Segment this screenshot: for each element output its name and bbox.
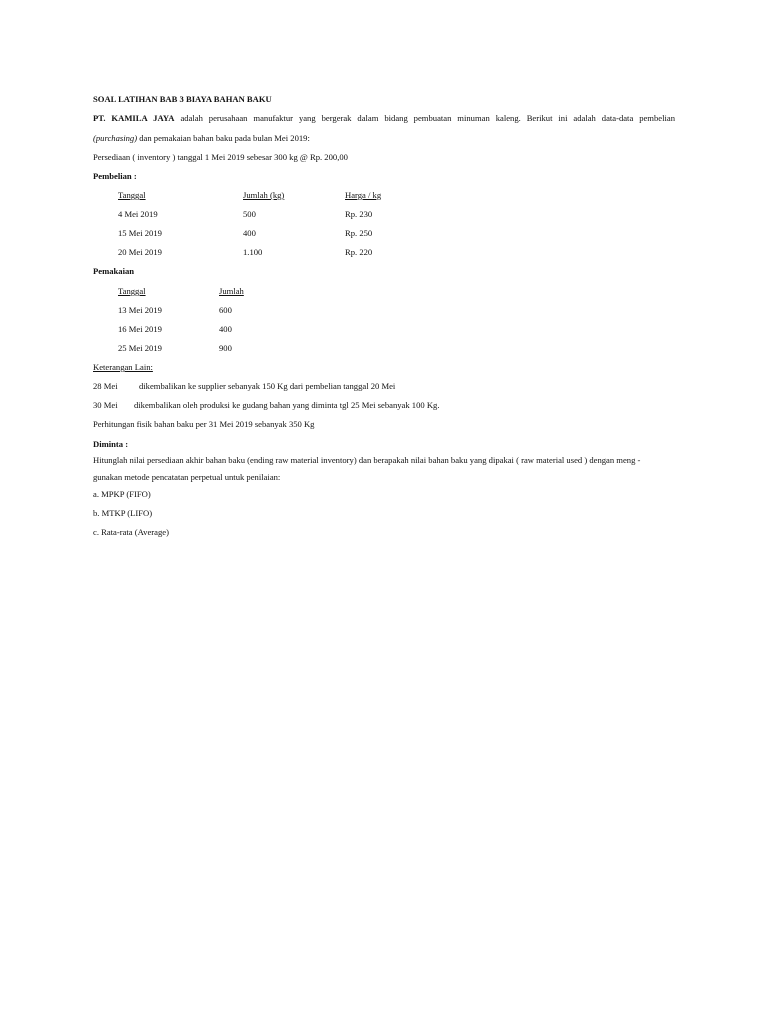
pemakaian-header-tanggal: Tanggal (118, 286, 146, 296)
keterangan-item-1-text: dikembalikan ke supplier sebanyak 150 Kg dari pembelian tanggal 20 Mei (139, 381, 396, 391)
company-name: PT. KAMILA JAYA (93, 113, 175, 123)
inventory-line: Persediaan ( inventory ) tanggal 1 Mei 2019 sebesar 300 kg @ Rp. 200,00 (93, 152, 348, 162)
keterangan-item-1-date: 28 Mei (93, 381, 118, 391)
document-title: SOAL LATIHAN BAB 3 BIAYA BAHAN BAKU (93, 94, 272, 104)
pembelian-row-2-qty: 400 (243, 228, 256, 238)
intro-italic-term: (purchasing) (93, 133, 138, 143)
intro-text-line2: dan pemakaian bahan baku pada bulan Mei 2019: (139, 133, 310, 143)
pembelian-header-tanggal: Tanggal (118, 190, 146, 200)
pemakaian-row-1-qty: 600 (219, 305, 232, 315)
pembelian-heading: Pembelian : (93, 171, 137, 181)
pembelian-header-jumlah: Jumlah (kg) (243, 190, 285, 200)
pembelian-row-1-qty: 500 (243, 209, 256, 219)
pembelian-row-3-date: 20 Mei 2019 (118, 247, 162, 257)
intro-paragraph-line1 (93, 112, 675, 124)
pemakaian-row-3-qty: 900 (219, 343, 232, 353)
pembelian-row-3-price: Rp. 220 (345, 247, 373, 257)
pembelian-row-1-price: Rp. 230 (345, 209, 373, 219)
pemakaian-row-2-date: 16 Mei 2019 (118, 324, 162, 334)
pembelian-row-3-qty: 1.100 (243, 247, 263, 257)
pemakaian-row-1-date: 13 Mei 2019 (118, 305, 162, 315)
pemakaian-row-3-date: 25 Mei 2019 (118, 343, 162, 353)
pembelian-row-2-price: Rp. 250 (345, 228, 373, 238)
intro-text-line1: adalah perusahaan manufaktur yang bergerak dalam bidang pembuatan minuman kaleng. Berikut ini adalah data-data pembelian (180, 113, 675, 123)
diminta-text-line2: gunakan metode pencatatan perpetual untuk penilaian: (93, 472, 281, 482)
intro-paragraph-line2 (93, 132, 310, 144)
option-lifo: b. MTKP (LIFO) (93, 508, 153, 518)
physical-count-line: Perhitungan fisik bahan baku per 31 Mei 2019 sebanyak 350 Kg (93, 419, 315, 429)
pembelian-row-1-date: 4 Mei 2019 (118, 209, 158, 219)
pemakaian-header-jumlah: Jumlah (219, 286, 244, 296)
keterangan-item-2-text: dikembalikan oleh produksi ke gudang bahan yang diminta tgl 25 Mei sebanyak 100 Kg. (134, 400, 440, 410)
option-fifo: a. MPKP (FIFO) (93, 489, 151, 499)
diminta-text-line1: Hitunglah nilai persediaan akhir bahan baku (ending raw material inventory) dan berapakah nilai bahan baku yang dipakai ( raw material used ) dengan meng - (93, 455, 641, 465)
keterangan-heading: Keterangan Lain: (93, 362, 153, 372)
option-average: c. Rata-rata (Average) (93, 527, 169, 537)
keterangan-item-2-date: 30 Mei (93, 400, 118, 410)
diminta-heading: Diminta : (93, 439, 129, 449)
pembelian-header-harga: Harga / kg (345, 190, 382, 200)
pembelian-row-2-date: 15 Mei 2019 (118, 228, 162, 238)
pemakaian-heading: Pemakaian (93, 266, 135, 276)
pemakaian-row-2-qty: 400 (219, 324, 232, 334)
